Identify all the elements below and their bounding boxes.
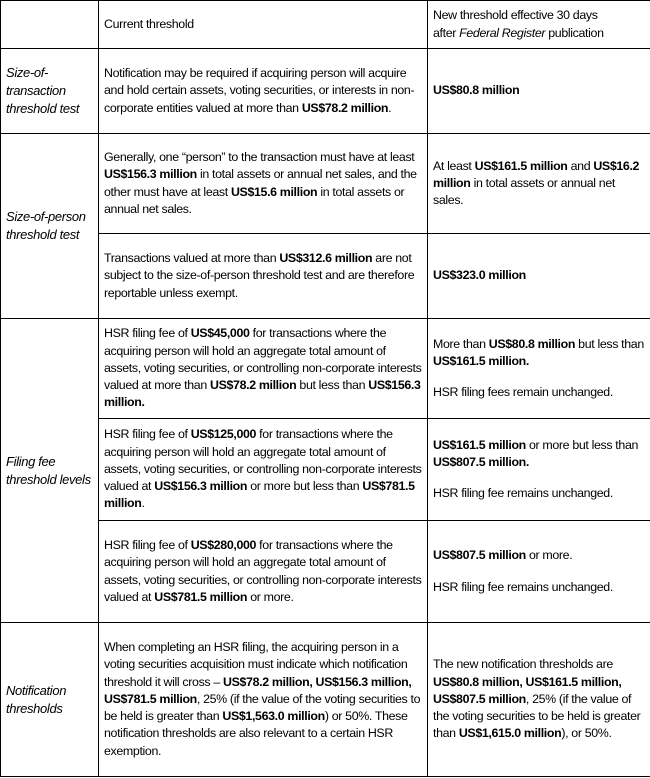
text: When completing an HSR filing, the acquiring person in a voting securities acquisition must indicate which notification threshold it will cross –: [104, 639, 408, 689]
amount: US$323.0 million: [433, 268, 526, 283]
text: At least: [433, 158, 475, 173]
amount: US$45,000: [190, 326, 250, 341]
header-federal-register: Federal Register: [459, 25, 546, 40]
amount: US$156.3 million.: [104, 378, 421, 410]
spacer: [433, 565, 645, 579]
amount: US$15.6 million: [230, 184, 318, 199]
text: for transactions where the acquiring person will hold an aggregate total amount of assets, voting securities, or controlling non-corporate interests valued at more than: [104, 326, 422, 393]
spacer: [433, 471, 645, 485]
text: in total assets or annual net sales, and the other must have at least: [104, 167, 417, 199]
amount: US$78.2 million: [301, 100, 389, 115]
new-size-of-transaction: [428, 49, 650, 134]
fee-note: HSR filing fee remains unchanged.: [433, 486, 613, 501]
text: .: [141, 496, 145, 511]
amount: US$78.2 million: [209, 378, 297, 393]
label-notification-thresholds: Notification thresholds: [1, 623, 99, 777]
amount: US$161.5 million: [433, 437, 526, 452]
amount: US$125,000: [190, 427, 257, 442]
row-notification-thresholds: [1, 623, 650, 777]
current-size-of-person-b: [99, 234, 428, 319]
text: HSR filing fee of: [104, 326, 191, 341]
amount: US$156.3 million: [154, 479, 248, 494]
text: in total assets or annual net sales.: [433, 175, 615, 208]
current-size-of-transaction: [99, 49, 428, 134]
new-filing-fee-tier1: [428, 319, 650, 419]
amount: US$807.5 million: [433, 548, 526, 563]
current-notification-thresholds: [99, 623, 428, 777]
row-size-of-transaction: [1, 49, 650, 134]
amount: US$16.2 million: [433, 158, 640, 190]
header-current-threshold: Current threshold: [99, 1, 428, 49]
amount: US$80.8 million, US$161.5 million, US$807.5 million: [433, 674, 622, 706]
amount: US$781.5 million: [104, 479, 415, 511]
text: HSR filing fee of: [104, 427, 191, 442]
text: but less than: [575, 336, 644, 351]
new-notification-thresholds: [428, 623, 650, 777]
row-size-of-person-a: [1, 134, 650, 234]
current-filing-fee-tier3: [99, 521, 428, 623]
amount: US$80.8 million: [433, 83, 520, 98]
text: or more.: [525, 548, 573, 563]
new-size-of-person-b: [428, 234, 650, 319]
text: or more but less than: [525, 437, 639, 452]
amount: US$80.8 million: [488, 336, 576, 351]
amount: US$280,000: [190, 537, 257, 552]
fee-note: HSR filing fee remains unchanged.: [433, 579, 613, 594]
text: Transactions valued at more than: [104, 251, 280, 266]
current-filing-fee-tier2: [99, 419, 428, 521]
fee-note: HSR filing fees remain unchanged.: [433, 385, 613, 400]
text: HSR filing fee of: [104, 537, 191, 552]
amount: US$161.5 million: [474, 158, 568, 173]
header-new-threshold: [428, 1, 650, 49]
text: but less than: [296, 378, 369, 393]
header-new-line2: [433, 25, 645, 42]
text: in total assets or annual net sales.: [104, 184, 405, 216]
header-category: [1, 1, 99, 49]
amount: US$161.5 million.: [433, 353, 529, 368]
text: .: [388, 100, 392, 115]
text: for transactions where the acquiring person will hold an aggregate total amount of assets, voting securities, or controlling non-corporate interests valued at: [104, 427, 422, 494]
row-filing-fee-tier3: [1, 521, 650, 623]
amount: US$78.2 million, US$156.3 million, US$781.5 million: [104, 674, 412, 706]
text: or more but less than: [247, 479, 363, 494]
row-filing-fee-tier1: [1, 319, 650, 419]
current-filing-fee-tier1: [99, 319, 428, 419]
row-size-of-person-b: [1, 234, 650, 319]
new-size-of-person-a: [428, 134, 650, 234]
amount: US$156.3 million: [104, 167, 197, 182]
row-filing-fee-tier2: [1, 419, 650, 521]
label-size-of-transaction: Size-of-transaction threshold test: [1, 49, 99, 134]
amount: US$781.5 million: [154, 589, 248, 604]
text: for transactions where the acquiring person will hold an aggregate total amount of assets, voting securities, or controlling non-corporate interests valued at: [104, 537, 422, 604]
text: Generally, one “person” to the transaction must have at least: [104, 149, 415, 164]
new-filing-fee-tier3: [428, 521, 650, 623]
text: The new notification thresholds are: [433, 657, 613, 672]
label-size-of-person: Size-of-person threshold test: [1, 134, 99, 319]
header-new-pre: after: [433, 25, 460, 40]
amount: US$807.5 million.: [433, 454, 529, 469]
text: ), or 50%.: [561, 726, 612, 741]
amount: US$1,563.0 million: [222, 709, 325, 724]
text: are not subject to the size-of-person threshold test and are therefore reportable unless exempt.: [104, 251, 415, 300]
text: , 25% (if the value of the voting securities to be held is greater than: [433, 691, 641, 741]
text: Notification may be required if acquiring person will acquire and hold certain assets, voting securities, or interests in non-corporate entities valued at more than: [104, 66, 415, 115]
text: ) or 50%. These notification thresholds are also relevant to a certain HSR exemption.: [104, 709, 408, 758]
amount: US$312.6 million: [279, 251, 373, 266]
label-filing-fee: Filing fee threshold levels: [1, 319, 99, 623]
header-row: [1, 1, 650, 49]
header-new-post: publication: [545, 25, 604, 40]
amount: US$1,615.0 million: [458, 726, 562, 741]
header-new-line1: New threshold effective 30 days: [433, 8, 598, 23]
new-filing-fee-tier2: [428, 419, 650, 521]
current-size-of-person-a: [99, 134, 428, 234]
text: or more.: [247, 589, 294, 604]
text: and: [567, 158, 594, 173]
text: More than: [433, 336, 489, 351]
spacer: [433, 370, 645, 384]
text: , 25% (if the value of the voting securities to be held is greater than: [104, 691, 421, 724]
